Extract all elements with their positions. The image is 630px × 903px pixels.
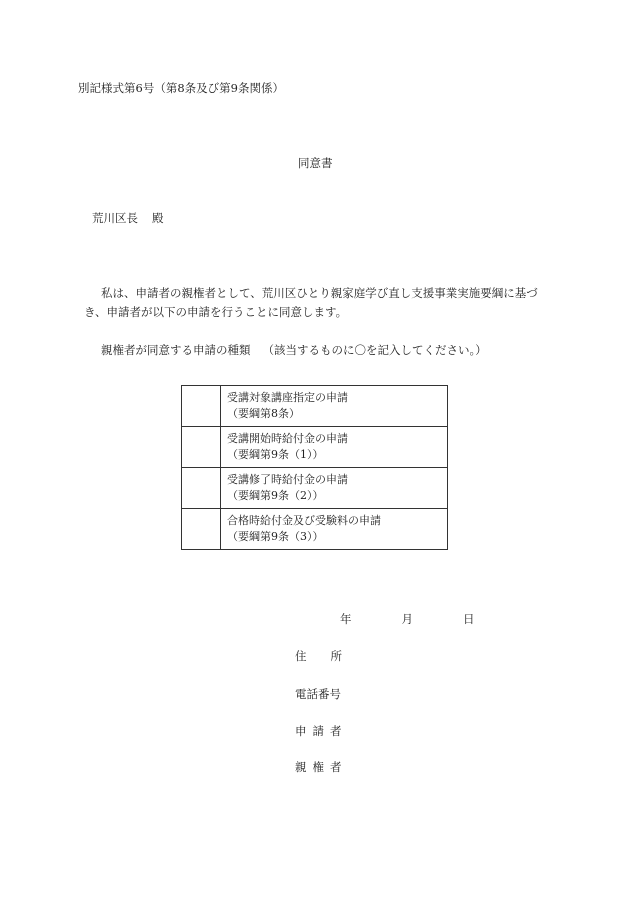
phone-label: 電話番号 bbox=[295, 687, 341, 701]
applicant-label: 申請者 bbox=[295, 724, 348, 738]
application-type-cell bbox=[221, 427, 448, 468]
date-month-label: 月 bbox=[401, 612, 413, 626]
address-label: 住 所 bbox=[295, 649, 342, 663]
application-ref: （要綱第8条） bbox=[227, 407, 300, 420]
instruction-label: 親権者が同意する申請の種類 bbox=[101, 343, 251, 357]
mark-cell[interactable] bbox=[182, 468, 221, 509]
mark-cell[interactable] bbox=[182, 509, 221, 550]
table-row bbox=[182, 386, 448, 427]
table-row bbox=[182, 509, 448, 550]
document-title: 同意書 bbox=[298, 156, 333, 170]
application-type-cell bbox=[221, 386, 448, 427]
addressee-name: 荒川区長 bbox=[92, 211, 138, 225]
application-ref: （要綱第9条（1）） bbox=[227, 448, 324, 461]
application-name: 受講開始時給付金の申請 bbox=[227, 432, 348, 445]
application-type-cell bbox=[221, 509, 448, 550]
instruction-note: （該当するものに〇を記入してください。） bbox=[262, 343, 487, 357]
date-day-label: 日 bbox=[463, 612, 475, 626]
table-row bbox=[182, 468, 448, 509]
application-name: 合格時給付金及び受験料の申請 bbox=[227, 514, 381, 527]
guardian-label: 親権者 bbox=[295, 760, 348, 774]
application-ref: （要綱第9条（3）） bbox=[227, 530, 324, 543]
consent-statement: 私は、申請者の親権者として、荒川区ひとり親家庭学び直し支援事業実施要綱に基づき、申請者が以下の申請を行うことに同意します。 bbox=[84, 286, 538, 319]
application-type-cell bbox=[221, 468, 448, 509]
addressee-honorific: 殿 bbox=[152, 211, 164, 225]
date-year-label: 年 bbox=[340, 612, 352, 626]
application-types-table bbox=[181, 385, 448, 550]
mark-cell[interactable] bbox=[182, 386, 221, 427]
application-ref: （要綱第9条（2）） bbox=[227, 489, 324, 502]
table-row bbox=[182, 427, 448, 468]
addressee bbox=[92, 210, 164, 226]
instruction bbox=[101, 342, 487, 358]
form-number: 別記様式第6号（第8条及び第9条関係） bbox=[78, 81, 284, 95]
mark-cell[interactable] bbox=[182, 427, 221, 468]
application-name: 受講修了時給付金の申請 bbox=[227, 473, 348, 486]
date-field bbox=[340, 611, 475, 627]
application-name: 受講対象講座指定の申請 bbox=[227, 391, 348, 404]
